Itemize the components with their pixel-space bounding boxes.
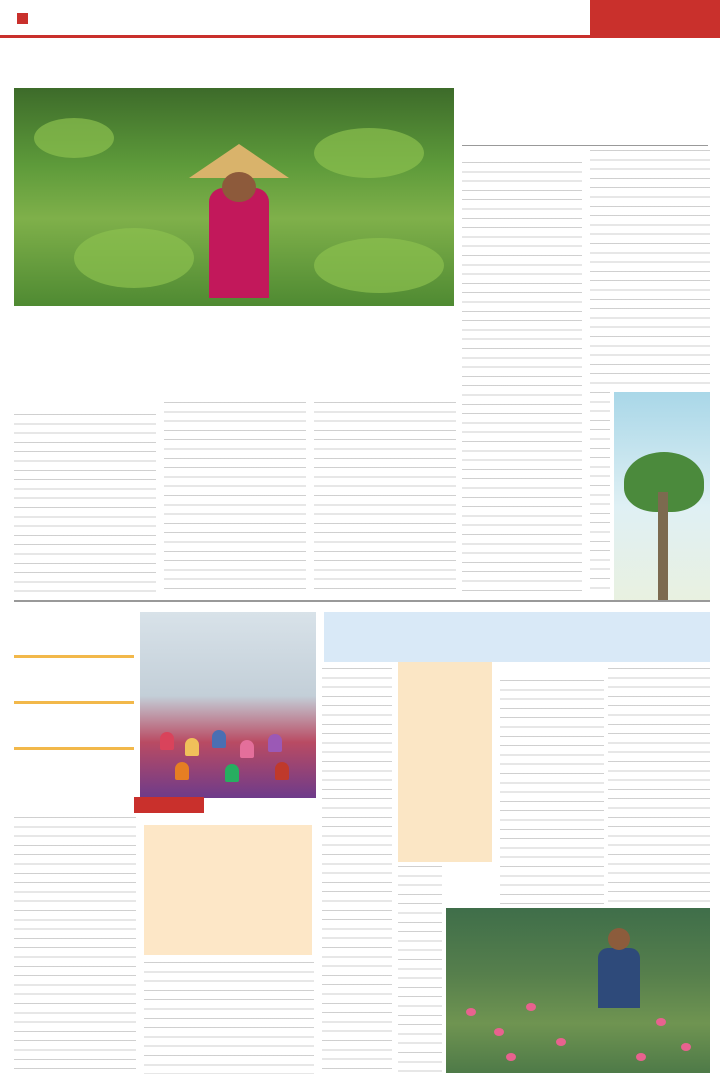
palm-tree-bird-nest-photo — [614, 392, 710, 602]
nobuilding-body-col-2 — [144, 962, 314, 1074]
bird-headline — [462, 52, 708, 146]
section-divider — [14, 600, 710, 602]
waterlily-body-col-3 — [398, 866, 442, 1074]
nobuilding-headline-row — [14, 658, 134, 704]
bird-body-col-1 — [462, 150, 582, 596]
tea-garden-photo — [14, 88, 454, 306]
nobuilding-headline-row — [14, 704, 134, 750]
tea-body-col-3 — [314, 402, 456, 592]
tea-headline — [14, 308, 454, 398]
waterlily-headline — [324, 612, 710, 662]
logo-square-icon — [17, 13, 28, 24]
waterlily-highlight-box — [398, 662, 492, 862]
newspaper-logo — [14, 9, 31, 27]
tea-body-col-1 — [14, 402, 156, 592]
waterlily-body-col-2 — [608, 668, 710, 904]
nobuilding-headline — [14, 612, 134, 796]
waterlily-body-col-1 — [500, 668, 604, 904]
section-tag-primary-education — [134, 797, 204, 813]
red-water-lily-field-photo — [446, 908, 710, 1073]
students-at-martyrs-monument-photo — [140, 612, 316, 798]
nobuilding-headline-row — [14, 612, 134, 658]
nobuilding-body-col-1 — [14, 805, 136, 1075]
section-page-label — [590, 0, 720, 35]
bird-body-col-2b — [590, 392, 610, 596]
masthead — [0, 0, 720, 38]
nobuilding-pullquote — [144, 825, 312, 955]
nobuilding-headline-row — [14, 750, 134, 796]
nobuilding-body-col-3 — [322, 668, 392, 1074]
bird-body-col-2 — [590, 150, 710, 388]
tea-body-col-2 — [164, 402, 306, 592]
